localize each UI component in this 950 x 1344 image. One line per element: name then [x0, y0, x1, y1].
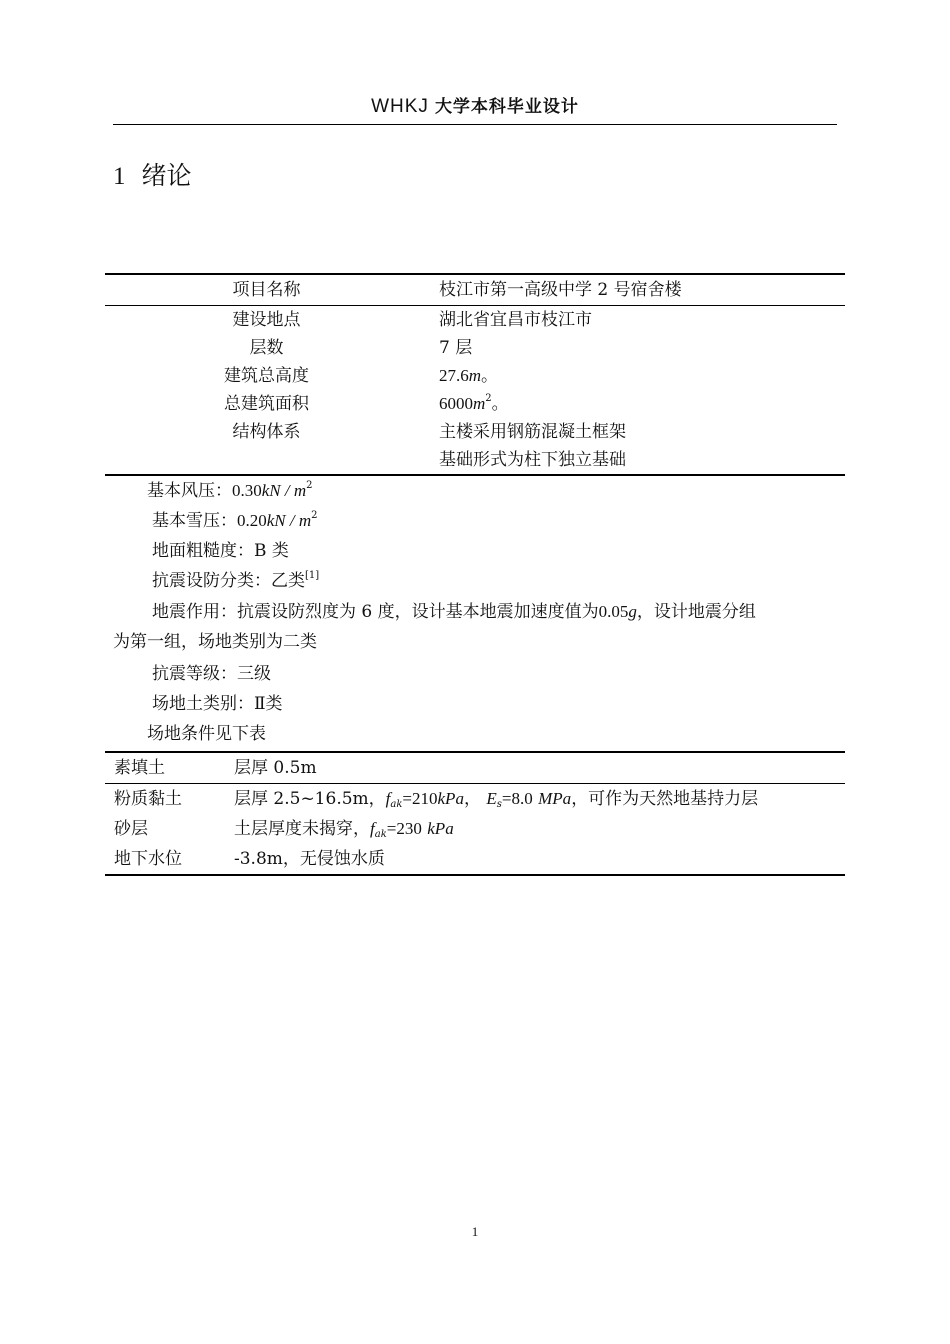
table-key: [105, 446, 428, 475]
table-row: [105, 784, 845, 815]
table-value: 主楼采用钢筋混凝土框架: [439, 422, 626, 442]
table-row: [105, 814, 845, 844]
table-value: 枝江市第一高级中学 2 号宿舍楼: [428, 274, 845, 306]
table-key: 砂层: [114, 819, 148, 839]
table-row: [105, 844, 845, 875]
table-key: 粉质黏土: [114, 789, 182, 809]
table-row: [105, 274, 845, 306]
header-title: 大学本科毕业设计: [434, 97, 579, 117]
page-header: [113, 92, 837, 125]
seismic-action-paragraph: 地震作用：抗震设防烈度为 6 度，设计基本地震加速度值为0.05g，设计地震分组 为第一组，场地类别为二类: [113, 602, 756, 652]
table-row: [105, 362, 845, 390]
table-value: 27.6m。: [439, 366, 499, 386]
table-row: [105, 334, 845, 362]
table-key: 建设地点: [232, 310, 301, 330]
ground-roughness-line: 地面粗糙度：B 类: [152, 541, 289, 561]
table-row: [105, 306, 845, 335]
header-latin: WHKJ: [371, 96, 429, 117]
table-key: 层数: [249, 338, 284, 358]
site-conditions-line: 场地条件见下表: [147, 724, 266, 744]
table-row: [105, 418, 845, 446]
table-value: 层厚 0.5m: [234, 752, 845, 784]
table-value: 基础形式为柱下独立基础: [428, 446, 845, 475]
table-key: 项目名称: [105, 274, 428, 306]
chapter-number: 1: [113, 163, 126, 190]
table-value: 湖北省宜昌市枝江市: [439, 310, 592, 330]
table-value: 层厚 2.5~16.5m，$f_{ak}=210kPa$， $E_s=8.0$ MPa，可作为天然地基持力层: [234, 789, 759, 810]
citation-ref: [1]: [305, 570, 320, 581]
table-key: 地下水位: [105, 844, 234, 875]
table-value: $6000m^2$。: [439, 393, 509, 414]
wind-pressure-line: 基本风压：$0.30kN / m^2$: [147, 480, 313, 501]
chapter-heading: [113, 156, 192, 192]
table-row: [105, 390, 845, 418]
seismic-grade-line: 抗震等级：三级: [152, 664, 271, 684]
table-row: [105, 752, 845, 784]
seismic-class-line: 抗震设防分类：乙类[1]: [152, 570, 320, 591]
table-key: 结构体系: [232, 422, 301, 442]
site-class-line: 场地土类别：Ⅱ类: [152, 694, 283, 714]
table-value: 7 层: [439, 338, 473, 358]
chapter-title: 绪论: [141, 161, 192, 190]
soil-conditions-table: [105, 751, 845, 876]
table-key: 素填土: [105, 752, 234, 784]
project-info-table: [105, 273, 845, 476]
snow-pressure-line: 基本雪压：$0.20kN / m^2$: [152, 510, 318, 531]
table-value: 土层厚度未揭穿，$f_{ak}=230$ kPa: [234, 819, 454, 840]
table-key: 总建筑面积: [224, 394, 309, 414]
table-key: 建筑总高度: [224, 366, 309, 386]
page-number: 1: [471, 1224, 479, 1239]
table-row: [105, 446, 845, 475]
table-value: -3.8m，无侵蚀水质: [234, 844, 845, 875]
